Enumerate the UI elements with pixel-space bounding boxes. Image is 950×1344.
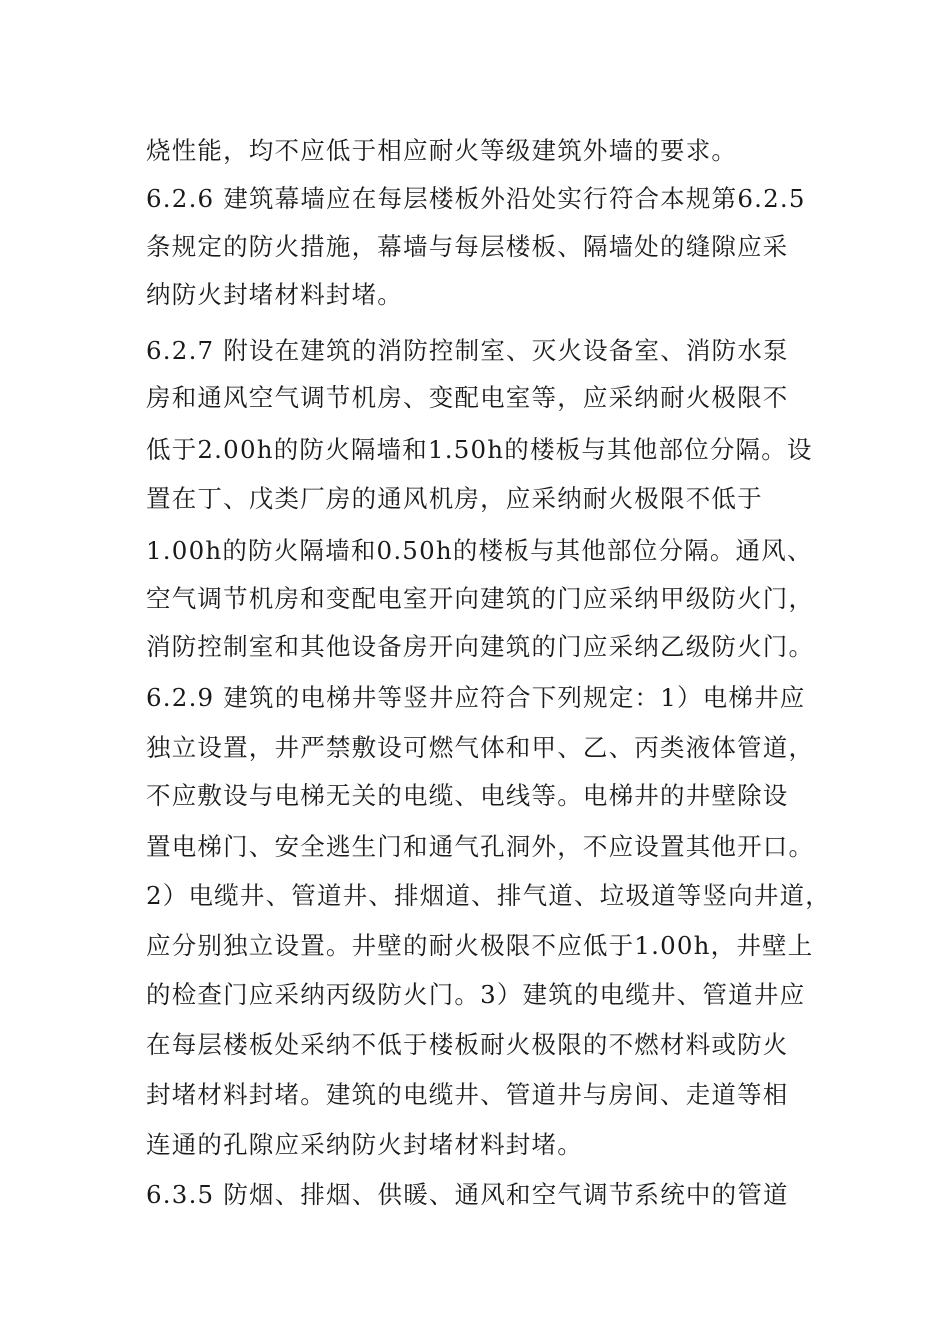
text-line: 应分别独立设置。井壁的耐火极限不应低于1.00h，井壁上 (146, 931, 814, 960)
text-line: 的检查门应采纳丙级防火门。3）建筑的电缆井、管道井应 (146, 980, 806, 1009)
text-line: 房和通风空气调节机房、变配电室等，应采纳耐火极限不 (146, 383, 789, 412)
text-line: 6.3.5 防烟、排烟、供暖、通风和空气调节系统中的管道 (146, 1180, 789, 1209)
text-line: 不应敷设与电梯无关的电缆、电线等。电梯井的井壁除设 (146, 781, 789, 810)
text-line: 1.00h的防火隔墙和0.50h的楼板与其他部位分隔。通风、 (146, 536, 813, 565)
text-line: 6.2.7 附设在建筑的消防控制室、灭火设备室、消防水泵 (146, 336, 789, 365)
text-line: 置在丁、戊类厂房的通风机房，应采纳耐火极限不低于 (146, 484, 763, 513)
text-line: 连通的孔隙应采纳防火封堵材料封堵。 (146, 1130, 583, 1159)
text-line: 纳防火封堵材料封堵。 (146, 280, 403, 309)
text-line: 条规定的防火措施，幕墙与每层楼板、隔墙处的缝隙应采 (146, 232, 789, 261)
text-line: 6.2.9 建筑的电梯井等竖井应符合下列规定：1）电梯井应 (146, 683, 806, 712)
text-line: 低于2.00h的防火隔墙和1.50h的楼板与其他部位分隔。设 (146, 435, 813, 464)
text-line: 空气调节机房和变配电室开向建筑的门应采纳甲级防火门， (146, 584, 815, 613)
text-line: 6.2.6 建筑幕墙应在每层楼板外沿处实行符合本规第6.2.5 (146, 184, 806, 213)
text-line: 消防控制室和其他设备房开向建筑的门应采纳乙级防火门。 (146, 632, 815, 661)
text-line: 封堵材料封堵。建筑的电缆井、管道井与房间、走道等相 (146, 1080, 789, 1109)
text-line: 烧性能，均不应低于相应耐火等级建筑外墙的要求。 (146, 136, 738, 165)
text-line: 独立设置，井严禁敷设可燃气体和甲、乙、丙类液体管道， (146, 733, 815, 762)
text-line: 2）电缆井、管道井、排烟道、排气道、垃圾道等竖向井道， (146, 881, 831, 910)
text-line: 置电梯门、安全逃生门和通气孔洞外，不应设置其他开口。 (146, 832, 815, 861)
text-line: 在每层楼板处采纳不低于楼板耐火极限的不燃材料或防火 (146, 1030, 789, 1059)
